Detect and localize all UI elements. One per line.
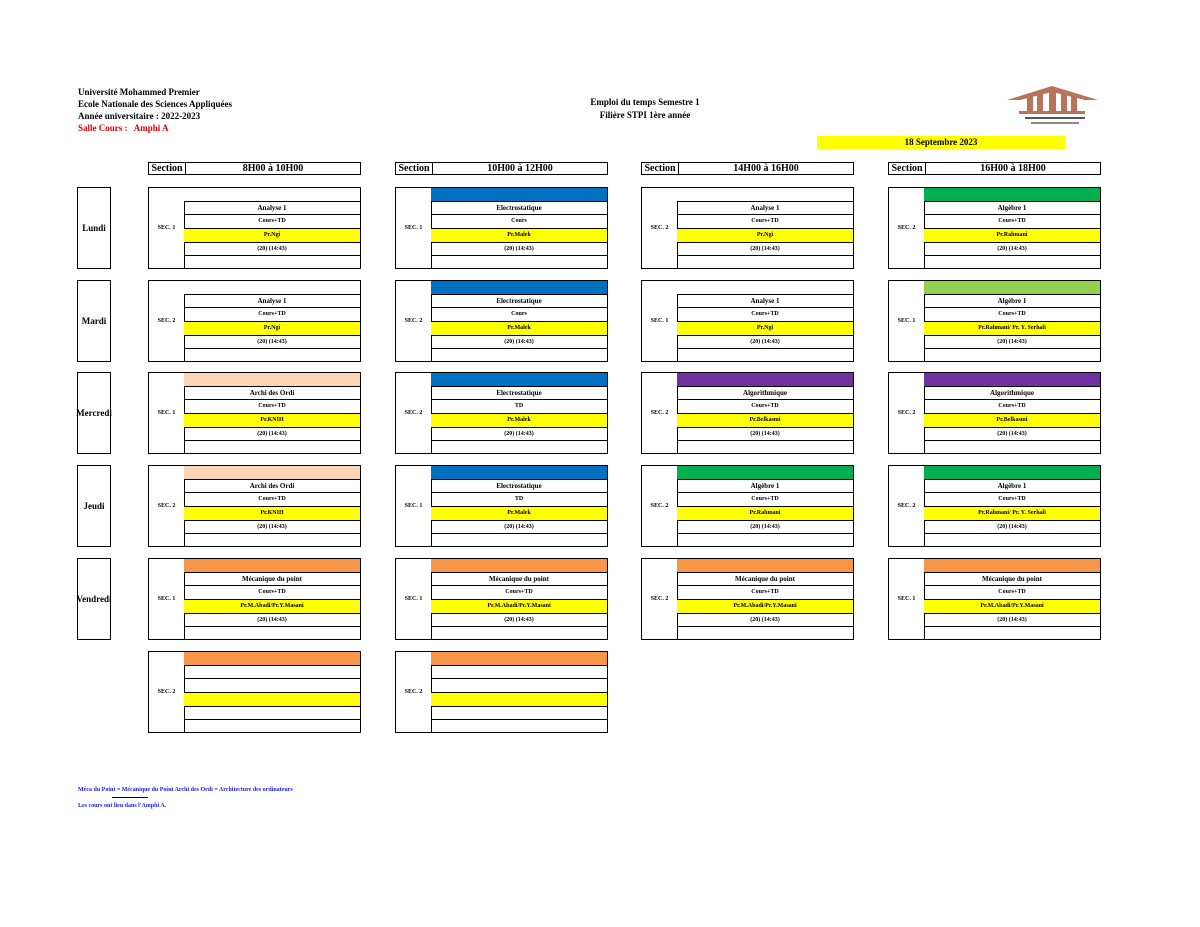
course-type: TD [431,400,607,414]
course-room [431,707,607,721]
course-type: Cours+TD [184,586,360,600]
course-room: (20) (14:43) [677,336,853,350]
course-subject: Algèbre 1 [924,202,1100,216]
course-professor: Pr.M.Abadi/Pr.Y.Masani [184,600,360,614]
course-professor: Pr.Ngi [184,322,360,336]
day-label: Mardi [77,280,111,362]
course-room: (20) (14:43) [924,428,1100,442]
section-id: SEC. 2 [889,373,925,453]
school-name: Ecole Nationale des Sciences Appliquées [78,99,233,109]
course-professor: Pr.Ngi [184,229,360,243]
section-id: SEC. 2 [149,281,185,361]
course-block [641,558,854,640]
course-room: (20) (14:43) [431,336,607,350]
course-rows [184,652,360,732]
course-empty-row [924,349,1100,363]
course-professor: Pr.M.Abadi/Pr.Y.Masani [924,600,1100,614]
course-type: Cours+TD [184,308,360,322]
course-rows [431,188,607,268]
section-id: SEC. 1 [149,373,185,453]
course-professor: Pr.Malek [431,322,607,336]
course-block [641,280,854,362]
course-color-bar [431,652,607,666]
course-type [184,679,360,693]
course-color-bar [184,373,360,387]
course-empty-row [184,534,360,548]
section-id: SEC. 2 [149,466,185,546]
time-slot-label: 8H00 à 10H00 [242,163,304,174]
section-id: SEC. 2 [642,466,678,546]
time-slot-label: 14H00 à 16H00 [733,163,799,174]
course-rows [924,188,1100,268]
course-color-bar [924,188,1100,202]
course-rows [677,281,853,361]
course-color-bar [431,559,607,573]
course-color-bar [924,281,1100,295]
course-block [888,465,1101,547]
room-name: Amphi A [133,123,169,133]
course-rows [924,466,1100,546]
course-professor [431,693,607,707]
university-name: Université Mohammed Premier [78,87,200,97]
course-professor: Pr.Malek [431,507,607,521]
course-type: Cours+TD [924,493,1100,507]
course-color-bar [431,373,607,387]
course-empty-row [184,627,360,641]
day-label: Vendredi [77,558,111,640]
course-room: (20) (14:43) [184,614,360,628]
section-id: SEC. 1 [642,281,678,361]
course-room: (20) (14:43) [924,614,1100,628]
course-empty-row [184,441,360,455]
section-id: SEC. 1 [149,188,185,268]
course-room [184,707,360,721]
course-professor: Pr.Belkasmi [924,414,1100,428]
course-block [888,558,1101,640]
course-professor: Pr.Rahmani/ Pr. Y. Serhali [924,322,1100,336]
course-block [888,280,1101,362]
course-professor: Pr.Malek [431,229,607,243]
course-empty-row [677,256,853,270]
course-type: Cours+TD [184,400,360,414]
course-subject: Mécanique du point [184,573,360,587]
course-block [148,372,361,454]
course-rows [431,652,607,732]
course-type: Cours+TD [677,493,853,507]
course-professor: Pr.KNIH [184,507,360,521]
course-type: Cours+TD [677,215,853,229]
course-block [148,651,361,733]
room-info [78,122,169,134]
course-rows [184,466,360,546]
course-color-bar [677,188,853,202]
course-color-bar [184,652,360,666]
course-room: (20) (14:43) [677,521,853,535]
course-type: Cours+TD [924,400,1100,414]
course-subject: Electrostatique [431,480,607,494]
section-id: SEC. 2 [149,652,185,732]
course-rows [924,281,1100,361]
course-block [148,187,361,269]
course-type: Cours+TD [677,308,853,322]
course-professor: Pr.Ngi [677,229,853,243]
course-rows [184,188,360,268]
course-color-bar [431,188,607,202]
course-professor: Pr.Rahmani [924,229,1100,243]
course-subject: Archi des Ordi [184,480,360,494]
course-room: (20) (14:43) [184,336,360,350]
course-empty-row [924,627,1100,641]
column-header [148,162,361,175]
course-block [148,465,361,547]
course-block [888,372,1101,454]
course-empty-row [431,720,607,734]
course-subject: Mécanique du point [431,573,607,587]
course-empty-row [431,534,607,548]
course-subject: Mécanique du point [677,573,853,587]
course-color-bar [924,559,1100,573]
course-color-bar [677,559,853,573]
course-block [641,372,854,454]
course-empty-row [184,256,360,270]
course-empty-row [677,349,853,363]
course-type: Cours+TD [924,586,1100,600]
course-color-bar [924,373,1100,387]
course-rows [924,373,1100,453]
course-empty-row [184,349,360,363]
course-subject: Algorithmique [677,387,853,401]
course-block [395,372,608,454]
section-id: SEC. 1 [889,559,925,639]
course-empty-row [677,441,853,455]
course-professor: Pr.Malek [431,414,607,428]
course-room: (20) (14:43) [431,614,607,628]
course-block [395,651,608,733]
course-room: (20) (14:43) [431,521,607,535]
course-subject: Analyse 1 [184,202,360,216]
course-room: (20) (14:43) [431,243,607,257]
course-block [395,465,608,547]
course-subject: Archi des Ordi [184,387,360,401]
section-header-label: Section [149,163,186,174]
course-subject: Analyse 1 [184,295,360,309]
course-type: Cours+TD [677,400,853,414]
course-color-bar [677,373,853,387]
course-type [431,679,607,693]
section-header-label: Section [889,163,926,174]
course-professor: Pr.M.Abadi/Pr.Y.Masani [677,600,853,614]
course-block [395,558,608,640]
course-type: Cours+TD [677,586,853,600]
course-subject [184,666,360,680]
course-room: (20) (14:43) [184,428,360,442]
course-professor: Pr.KNIH [184,414,360,428]
course-type: Cours+TD [431,586,607,600]
section-id: SEC. 2 [889,188,925,268]
course-rows [431,281,607,361]
section-id: SEC. 2 [396,281,432,361]
course-type: Cours [431,215,607,229]
course-type: Cours+TD [924,308,1100,322]
course-rows [184,559,360,639]
course-room: (20) (14:43) [431,428,607,442]
course-rows [431,559,607,639]
course-block [641,465,854,547]
section-id: SEC. 2 [642,188,678,268]
section-id: SEC. 1 [149,559,185,639]
course-empty-row [677,627,853,641]
section-id: SEC. 2 [889,466,925,546]
day-label: Mercredi [77,372,111,454]
course-block [395,280,608,362]
course-professor [184,693,360,707]
course-professor: Pr.Rahmani [677,507,853,521]
course-rows [431,373,607,453]
school-logo [1005,82,1100,130]
course-subject: Electrostatique [431,387,607,401]
timetable-title: Emploi du temps Semestre 1 [590,97,700,107]
course-professor: Pr.Ngi [677,322,853,336]
course-rows [677,188,853,268]
section-id: SEC. 1 [396,466,432,546]
course-rows [677,373,853,453]
course-rows [431,466,607,546]
course-color-bar [677,281,853,295]
section-id: SEC. 1 [396,559,432,639]
section-id: SEC. 1 [396,188,432,268]
course-rows [677,559,853,639]
footer-underline [112,797,148,798]
course-empty-row [924,256,1100,270]
course-subject: Mécanique du point [924,573,1100,587]
course-subject: Algèbre 1 [924,295,1100,309]
course-empty-row [431,256,607,270]
course-subject: Analyse 1 [677,295,853,309]
course-type: Cours+TD [924,215,1100,229]
course-room: (20) (14:43) [184,521,360,535]
course-type: Cours [431,308,607,322]
time-slot-label: 16H00 à 18H00 [980,163,1046,174]
course-type: Cours+TD [184,215,360,229]
course-type: Cours+TD [184,493,360,507]
course-rows [184,373,360,453]
course-color-bar [431,466,607,480]
section-header-label: Section [642,163,679,174]
time-slot-label: 10H00 à 12H00 [487,163,553,174]
room-label: Salle Cours : [78,123,128,133]
course-empty-row [677,534,853,548]
course-color-bar [184,281,360,295]
course-empty-row [924,441,1100,455]
course-color-bar [184,188,360,202]
course-subject: Analyse 1 [677,202,853,216]
section-id: SEC. 1 [889,281,925,361]
column-header [641,162,854,175]
section-id: SEC. 2 [396,652,432,732]
course-color-bar [677,466,853,480]
course-room: (20) (14:43) [924,243,1100,257]
course-room: (20) (14:43) [677,614,853,628]
course-subject: Algèbre 1 [924,480,1100,494]
section-id: SEC. 2 [642,559,678,639]
filiere-name: Filière STPI 1ère année [599,110,691,120]
academic-year: Année universitaire : 2022-2023 [78,111,201,121]
course-block [395,187,608,269]
course-rows [677,466,853,546]
course-subject [431,666,607,680]
course-block [148,280,361,362]
course-empty-row [431,349,607,363]
day-label: Jeudi [77,465,111,547]
course-subject: Algorithmique [924,387,1100,401]
section-header-label: Section [396,163,433,174]
footer-note: Les cours ont lieu dans l'Amphi A. [78,803,167,809]
course-empty-row [431,441,607,455]
section-id: SEC. 2 [396,373,432,453]
course-room: (20) (14:43) [184,243,360,257]
course-color-bar [184,466,360,480]
course-professor: Pr.Belkasmi [677,414,853,428]
course-professor: Pr.Rahmani/ Pr. Y. Serhali [924,507,1100,521]
course-subject: Electrostatique [431,202,607,216]
footer-abbreviations: Méca du Point = Mécanique du Point Archi des Ordi = Architecture des ordinateurs [78,787,293,793]
course-empty-row [184,720,360,734]
course-room: (20) (14:43) [924,521,1100,535]
course-type: TD [431,493,607,507]
column-header [888,162,1101,175]
course-color-bar [431,281,607,295]
course-empty-row [431,627,607,641]
course-subject: Electrostatique [431,295,607,309]
column-header [395,162,608,175]
course-block [641,187,854,269]
section-id: SEC. 2 [642,373,678,453]
course-room: (20) (14:43) [924,336,1100,350]
course-room: (20) (14:43) [677,428,853,442]
course-rows [924,559,1100,639]
course-rows [184,281,360,361]
course-professor: Pr.M.Abadi/Pr.Y.Masani [431,600,607,614]
course-block [888,187,1101,269]
course-room: (20) (14:43) [677,243,853,257]
day-label: Lundi [77,187,111,269]
timetable-date: 18 Septembre 2023 [817,136,1065,149]
course-color-bar [184,559,360,573]
course-subject: Algèbre 1 [677,480,853,494]
course-color-bar [924,466,1100,480]
course-block [148,558,361,640]
course-empty-row [924,534,1100,548]
